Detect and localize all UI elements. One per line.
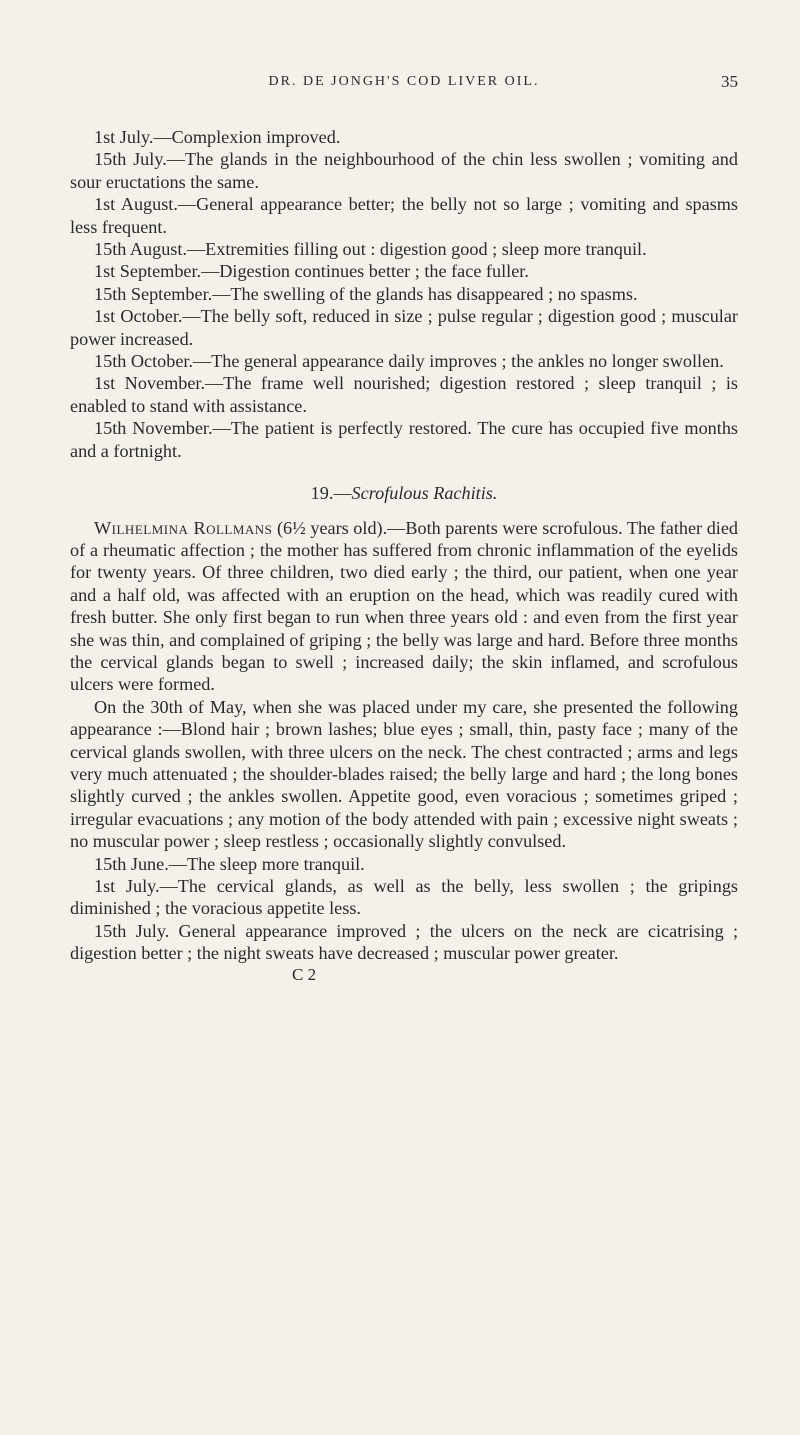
running-head xyxy=(70,0,738,90)
paragraph: On the 30th of May, when she was placed under my care, she presented the following appearance :—Blond hair ; brown lashes; blue eyes ; small, thin, pasty face ; many of the cervical glands swollen, with three ulcers on the neck. The chest contracted ; arms and legs very much attenuated ; the shoulder-blades raised; the belly large and hard ; the long bones slightly curved ; the ankles swollen. Appetite good, even voracious ; sometimes griped ; irregular evacuations ; any motion of the body attended with pain ; excessive night sweats ; no muscular power ; sleep restless ; occasionally slightly convulsed. xyxy=(70,696,738,852)
paragraph: 1st November.—The frame well nourished; digestion restored ; sleep tranquil ; is enabled to stand with assistance. xyxy=(70,373,738,416)
paragraph: 15th July.—The glands in the neighbourhood of the chin less swollen ; vomiting and sour eructations the same. xyxy=(70,149,738,192)
paragraph: 15th November.—The patient is perfectly restored. The cure has occupied five months and a fortnight. xyxy=(70,418,738,461)
case-intro-paragraph xyxy=(70,517,738,696)
signature-mark: C 2 xyxy=(292,964,317,984)
body-text xyxy=(70,126,738,985)
paragraph: 1st October.—The belly soft, reduced in size ; pulse regular ; digestion good ; muscular power increased. xyxy=(70,306,738,349)
paragraph: 15th July. General appearance improved ; the ulcers on the neck are cicatrising ; digestion better ; the night sweats have decreased ; muscular power greater. xyxy=(70,920,738,964)
paragraph: 15th August.—Extremities filling out : digestion good ; sleep more tranquil. xyxy=(94,239,647,260)
section-heading xyxy=(70,482,738,504)
paragraph: 1st August.—General appearance better; the belly not so large ; vomiting and spasms less frequent. xyxy=(70,194,738,237)
patient-name: Wilhelmina Rollmans xyxy=(94,517,273,538)
page-number: 35 xyxy=(721,72,738,91)
paragraph: 1st July.—The cervical glands, as well as the belly, less swollen ; the gripings diminished ; the voracious appetite less. xyxy=(70,876,738,919)
running-title: DR. DE JONGH'S COD LIVER OIL. xyxy=(268,74,540,89)
section-title: Scrofulous Rachitis. xyxy=(351,483,498,504)
paragraph: 1st July.—Complexion improved. xyxy=(94,127,341,147)
paragraph: 1st September.—Digestion continues better ; the face fuller. xyxy=(94,261,529,282)
section-number: 19.— xyxy=(310,483,352,504)
paragraph: 15th October.—The general appearance daily improves ; the ankles no longer swollen. xyxy=(94,351,724,372)
case-intro-text: (6½ years old).—Both parents were scrofulous. The father died of a rheumatic affection ; the mother has suffered from chronic inflammation of the eyelids for twenty years. Of three children, two died early ; the third, our patient, when one year and a half old, was affected with an eruption on the head, which was readily cured with fresh butter. She only first began to run when three years old : and even from the first year she was thin, and complained of griping ; the belly was large and hard. Before three months the cervical glands began to swell ; increased daily; the skin inflamed, and scrofulous ulcers were formed. xyxy=(70,517,739,695)
paragraph: 15th September.—The swelling of the glands has disappeared ; no spasms. xyxy=(94,283,638,304)
paragraph: 15th June.—The sleep more tranquil. xyxy=(94,853,365,874)
